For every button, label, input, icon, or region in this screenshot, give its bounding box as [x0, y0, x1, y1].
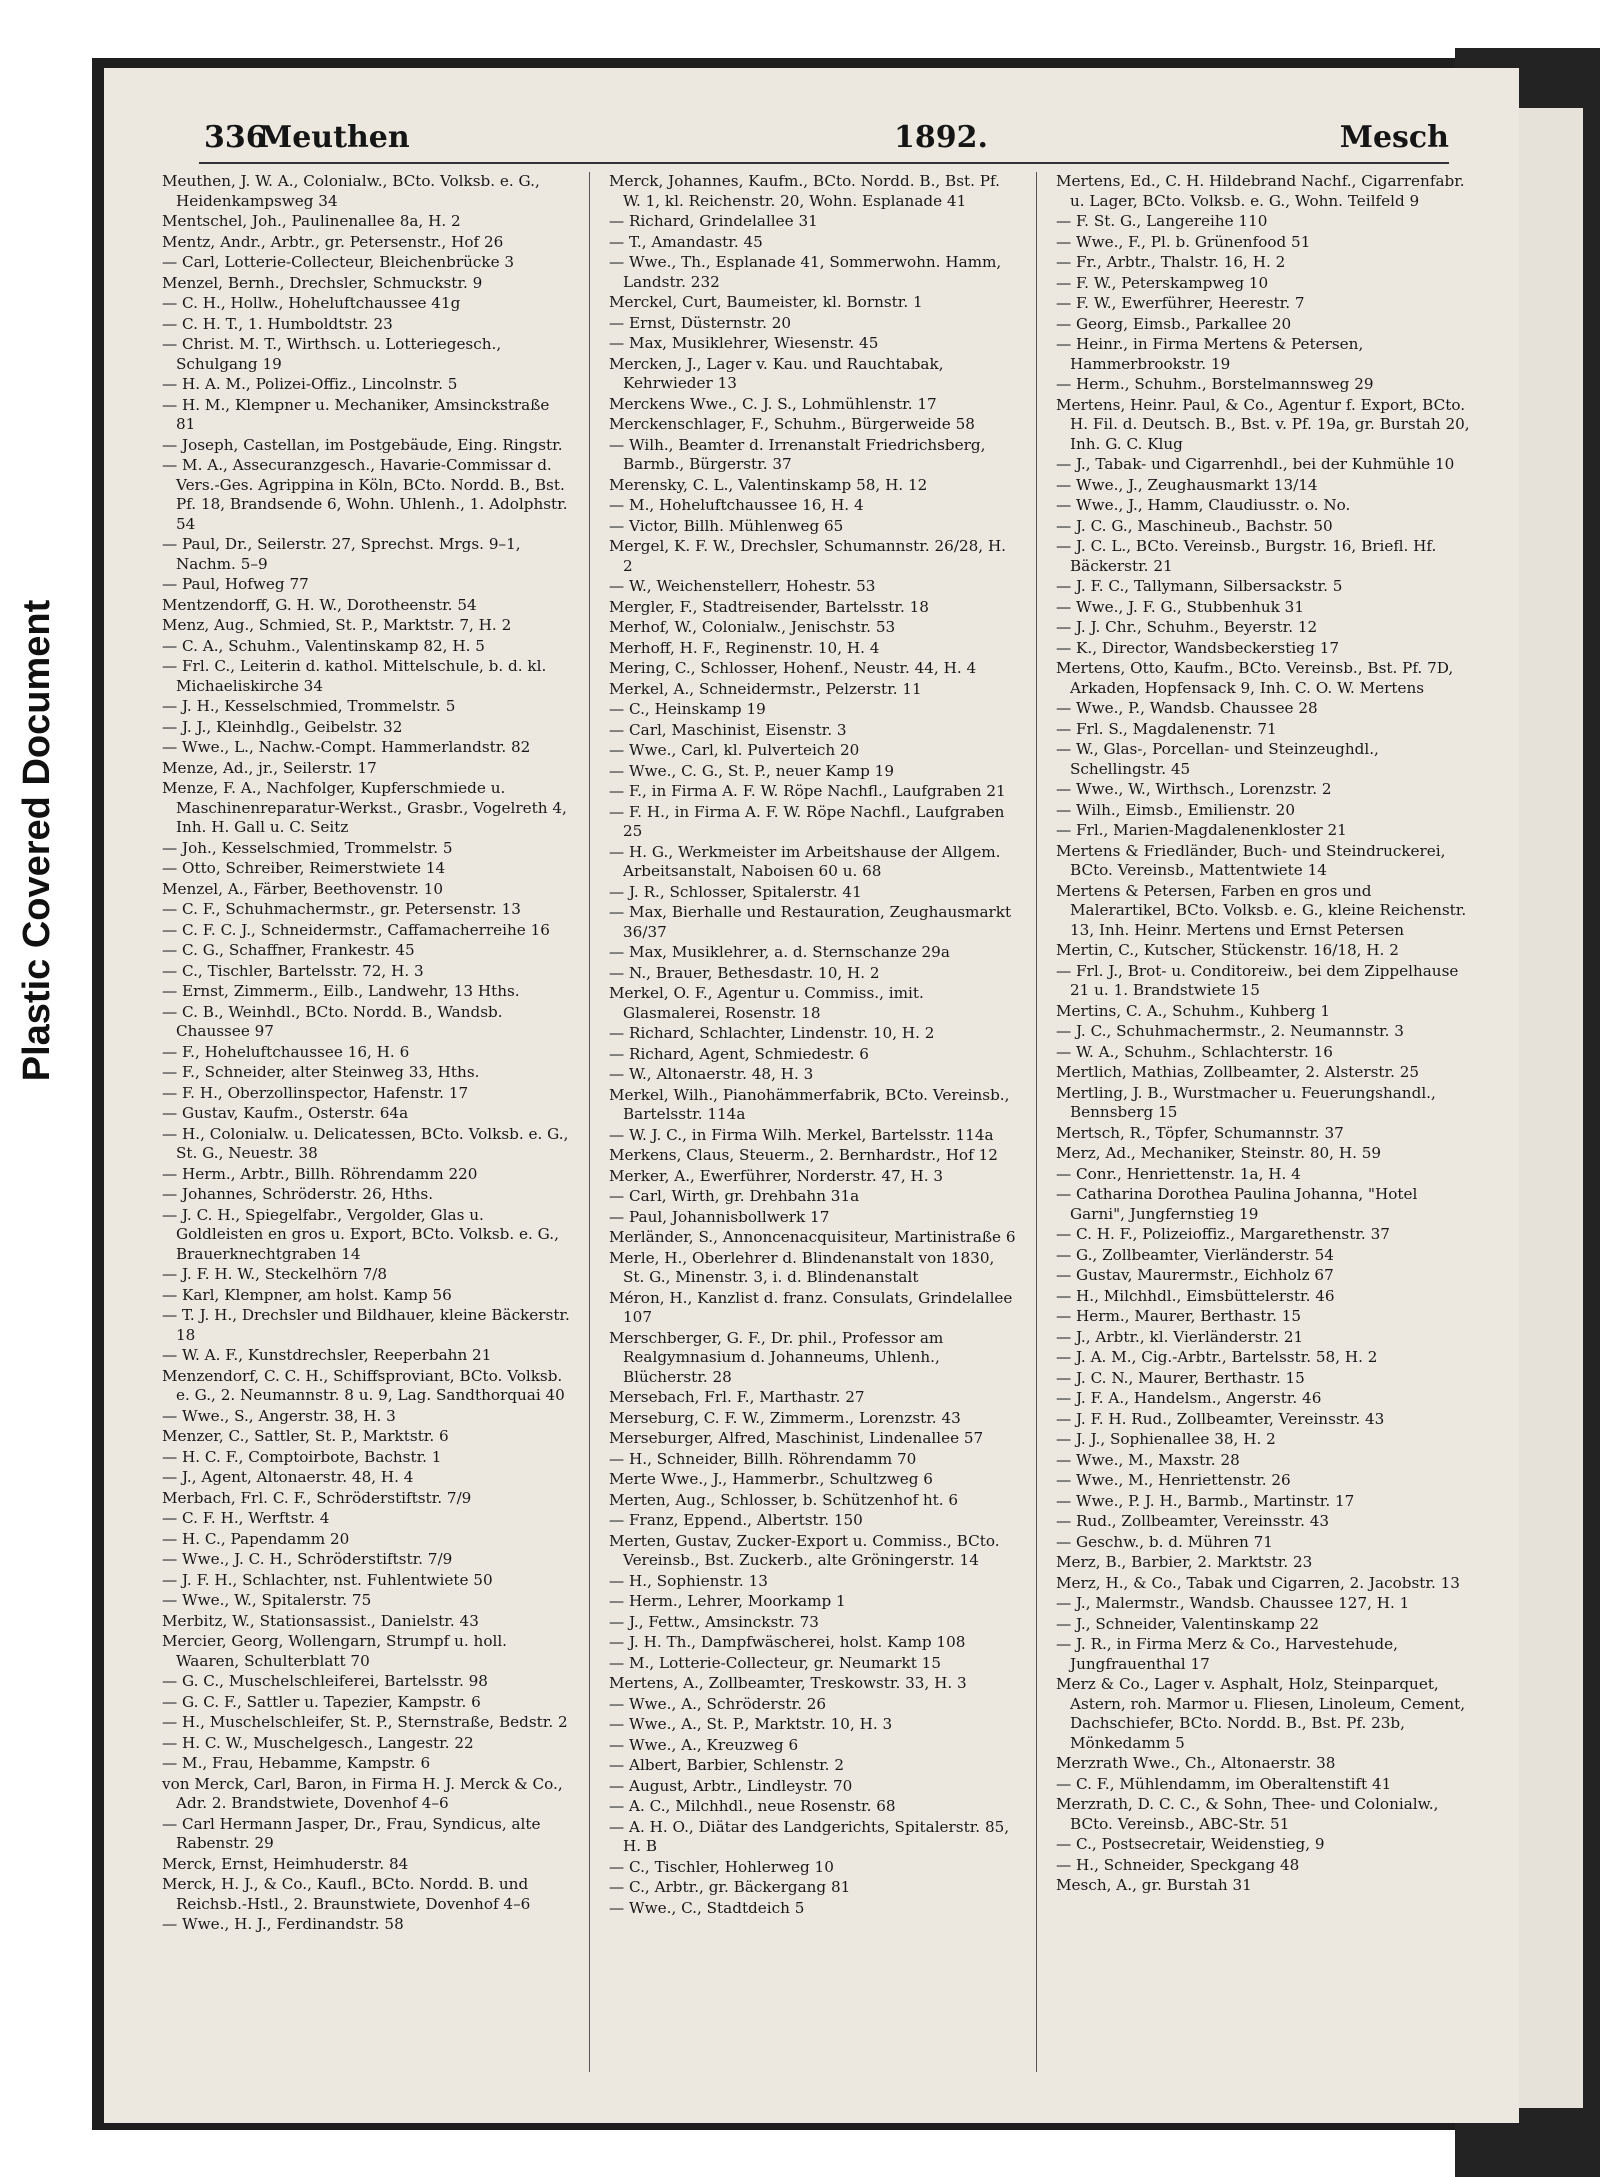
directory-entry: — Wilh., Beamter d. Irrenanstalt Friedrichsberg, Barmb., Bürgerstr. 37 [609, 435, 986, 473]
directory-entry: — August, Arbtr., Lindleystr. 70 [609, 1776, 853, 1795]
directory-entry: — A. C., Milchhdl., neue Rosenstr. 68 [609, 1797, 896, 1815]
directory-entry: — H., Colonialw. u. Delicatessen, BCto. Volksb. e. G., St. G., Neuestr. 38 [162, 1124, 569, 1162]
directory-entry: von Merck, Carl, Baron, in Firma H. J. Merck & Co., Adr. 2. Brandstwiete, Dovenhof 4–6 [162, 1774, 563, 1812]
directory-entry: — A. H. O., Diätar des Landgerichts, Spitalerstr. 85, H. B [609, 1817, 1010, 1855]
directory-entry: Merkens, Claus, Steuerm., 2. Bernhardstr., Hof 12 [609, 1146, 998, 1164]
directory-column-2 [609, 172, 1019, 2072]
directory-entry: Mercken, J., Lager v. Kau. und Rauchtabak, Kehrwieder 13 [609, 354, 944, 392]
directory-entry: — Joh., Kesselschmied, Trommelstr. 5 [162, 838, 453, 857]
directory-entry: Merte Wwe., J., Hammerbr., Schultzweg 6 [609, 1470, 933, 1488]
directory-entry: — M., Frau, Hebamme, Kampstr. 6 [162, 1754, 431, 1772]
directory-entry: — Karl, Klempner, am holst. Kamp 56 [162, 1285, 452, 1304]
directory-entry: Merhoff, H. F., Reginenstr. 10, H. 4 [609, 638, 880, 657]
directory-entry: — J. H. Th., Dampfwäscherei, holst. Kamp 108 [609, 1633, 966, 1651]
directory-entry: — H., Muschelschleifer, St. P., Sternstraße, Bedstr. 2 [162, 1713, 568, 1731]
directory-entry: — C., Tischler, Bartelsstr. 72, H. 3 [162, 961, 424, 980]
directory-entry: — Ernst, Düsternstr. 20 [609, 313, 792, 332]
directory-entry: — W., Glas-, Porcellan- und Steinzeughdl., Schellingstr. 45 [1056, 740, 1379, 778]
directory-entry: Mesch, A., gr. Burstah 31 [1056, 1876, 1252, 1894]
directory-entry: — Wwe., Carl, kl. Pulverteich 20 [609, 741, 860, 759]
directory-entry: — J. R., in Firma Merz & Co., Harvestehude, Jungfrauenthal 17 [1056, 1635, 1398, 1673]
directory-entry: Mertens & Friedländer, Buch- und Steindruckerei, BCto. Vereinsb., Mattentwiete 14 [1056, 841, 1446, 879]
directory-entry: — G. C., Muschelschleiferei, Bartelsstr. 98 [162, 1672, 488, 1690]
directory-entry: — Rud., Zollbeamter, Vereinsstr. 43 [1056, 1512, 1330, 1530]
directory-entry: — J. H., Kesselschmied, Trommelstr. 5 [162, 697, 456, 715]
directory-entry: — Gustav, Maurermstr., Eichholz 67 [1056, 1266, 1334, 1284]
directory-entry: Merschberger, G. F., Dr. phil., Professor am Realgymnasium d. Johanneums, Uhlenh., Blücherstr. 28 [609, 1328, 944, 1386]
directory-entry: Mersebach, Frl. F., Marthastr. 27 [609, 1388, 865, 1406]
directory-entry: — F., Hoheluftchaussee 16, H. 6 [162, 1042, 410, 1061]
directory-entry: — M., Hoheluftchaussee 16, H. 4 [609, 496, 864, 514]
directory-entry: Merseburger, Alfred, Maschinist, Lindenallee 57 [609, 1429, 984, 1447]
directory-entry: — F. W., Ewerführer, Heerestr. 7 [1056, 294, 1305, 312]
directory-entry: Mering, C., Schlosser, Hohenf., Neustr. 44, H. 4 [609, 659, 977, 677]
directory-entry: — Wwe., A., St. P., Marktstr. 10, H. 3 [609, 1715, 893, 1733]
column-divider [589, 172, 590, 2072]
right-running-head: Mesch [1339, 120, 1449, 155]
directory-entry: — Richard, Schlachter, Lindenstr. 10, H. 2 [609, 1024, 935, 1042]
directory-entry: Mentzendorff, G. H. W., Dorotheenstr. 54 [162, 595, 477, 614]
directory-entry: Merbach, Frl. C. F., Schröderstiftstr. 7/9 [162, 1488, 472, 1507]
directory-entry: — J. C. N., Maurer, Berthastr. 15 [1056, 1368, 1305, 1387]
directory-entry: — J. C., Schuhmachermstr., 2. Neumannstr. 3 [1056, 1022, 1404, 1040]
directory-entry: — C., Tischler, Hohlerweg 10 [609, 1857, 834, 1876]
directory-entry: — Georg, Eimsb., Parkallee 20 [1056, 314, 1292, 333]
directory-entry: — W. A. F., Kunstdrechsler, Reeperbahn 21 [162, 1346, 492, 1364]
directory-entry: Mergel, K. F. W., Drechsler, Schumannstr. 26/28, H. 2 [609, 537, 1007, 575]
directory-entry: — J., Malermstr., Wandsb. Chaussee 127, H. 1 [1056, 1594, 1410, 1612]
overlay-label: Plastic Covered Document [16, 599, 59, 1081]
directory-entry: — Wwe., J., Zeughausmarkt 13/14 [1056, 475, 1318, 494]
directory-entry: Merten, Gustav, Zucker-Export u. Commiss., BCto. Vereinsb., Bst. Zuckerb., alte Gröningerstr. 14 [609, 1531, 1000, 1569]
directory-entry: — Wwe., C., Stadtdeich 5 [609, 1898, 805, 1917]
directory-entry: — Wwe., J. C. H., Schröderstiftstr. 7/9 [162, 1550, 453, 1568]
directory-entry: — C., Postsecretair, Weidenstieg, 9 [1056, 1835, 1325, 1853]
directory-entry: Merz, Ad., Mechaniker, Steinstr. 80, H. 59 [1056, 1144, 1382, 1162]
directory-entry: — Max, Bierhalle und Restauration, Zeughausmarkt 36/37 [609, 903, 1012, 941]
directory-entry: — K., Director, Wandsbeckerstieg 17 [1056, 638, 1340, 657]
directory-entry: Meuthen, J. W. A., Colonialw., BCto. Volksb. e. G., Heidenkampsweg 34 [162, 172, 540, 210]
directory-entry: — J., Fettw., Amsinckstr. 73 [609, 1612, 819, 1631]
directory-entry: — Max, Musiklehrer, a. d. Sternschanze 29a [609, 943, 950, 961]
directory-entry: Mentz, Andr., Arbtr., gr. Petersenstr., Hof 26 [162, 232, 504, 251]
directory-entry: Merzrath Wwe., Ch., Altonaerstr. 38 [1056, 1754, 1336, 1772]
directory-entry: — F., Schneider, alter Steinweg 33, Hths. [162, 1063, 480, 1081]
directory-entry: — J. F. H. W., Steckelhörn 7/8 [162, 1265, 388, 1283]
directory-entry: — Herm., Arbtr., Billh. Röhrendamm 220 [162, 1164, 478, 1183]
directory-entry: — J. R., Schlosser, Spitalerstr. 41 [609, 882, 862, 901]
directory-entry: Mertlich, Mathias, Zollbeamter, 2. Alsterstr. 25 [1056, 1063, 1420, 1081]
directory-entry: — Wwe., L., Nachw.-Compt. Hammerlandstr. 82 [162, 738, 531, 756]
directory-entry: — W. A., Schuhm., Schlachterstr. 16 [1056, 1042, 1333, 1061]
directory-entry: — Franz, Eppend., Albertstr. 150 [609, 1511, 863, 1529]
directory-entry: — N., Brauer, Bethesdastr. 10, H. 2 [609, 963, 880, 982]
overlay-label-container [8, 560, 68, 1120]
directory-entry: Merländer, S., Annoncenacquisiteur, Martinistraße 6 [609, 1228, 1016, 1246]
directory-entry: — J. J., Kleinhdlg., Geibelstr. 32 [162, 717, 403, 736]
directory-entry: Menzer, C., Sattler, St. P., Marktstr. 6 [162, 1427, 449, 1445]
directory-entry: Merck, Ernst, Heimhuderstr. 84 [162, 1854, 409, 1873]
directory-column-3 [1056, 172, 1476, 2072]
directory-entry: — Wwe., F., Pl. b. Grünenfood 51 [1056, 232, 1311, 251]
directory-entry: — H., Schneider, Speckgang 48 [1056, 1855, 1300, 1874]
directory-entry: — Conr., Henriettenstr. 1a, H. 4 [1056, 1164, 1301, 1183]
directory-entry: — Wwe., P. J. H., Barmb., Martinstr. 17 [1056, 1491, 1355, 1510]
directory-entry: Merbitz, W., Stationsassist., Danielstr. 43 [162, 1611, 479, 1630]
directory-entry: Mertsch, R., Töpfer, Schumannstr. 37 [1056, 1123, 1344, 1142]
directory-entry: — Richard, Agent, Schmiedestr. 6 [609, 1044, 869, 1063]
directory-entry: Merensky, C. L., Valentinskamp 58, H. 12 [609, 475, 928, 494]
directory-entry: — H. C., Papendamm 20 [162, 1529, 350, 1548]
directory-entry: — H., Sophienstr. 13 [609, 1571, 768, 1590]
directory-entry: Mergler, F., Stadtreisender, Bartelsstr. 18 [609, 597, 929, 616]
directory-entry: — Wwe., W., Wirthsch., Lorenzstr. 2 [1056, 780, 1332, 798]
directory-entry: — Albert, Barbier, Schlenstr. 2 [609, 1756, 844, 1774]
directory-entry: — C. G., Schaffner, Frankestr. 45 [162, 941, 415, 959]
directory-entry: — Otto, Schreiber, Reimerstwiete 14 [162, 859, 446, 877]
directory-entry: Merkel, A., Schneidermstr., Pelzerstr. 11 [609, 679, 922, 698]
directory-entry: Mertens & Petersen, Farben en gros und Malerartikel, BCto. Volksb. e. G., kleine Reichenstr. 13, Inh. Heinr. Mertens und Ernst Petersen [1056, 881, 1467, 939]
directory-entry: — Herm., Maurer, Berthastr. 15 [1056, 1307, 1302, 1325]
directory-entry: Mercier, Georg, Wollengarn, Strumpf u. holl. Waaren, Schulterblatt 70 [162, 1632, 508, 1670]
directory-entry: Mertens, Otto, Kaufm., BCto. Vereinsb., Bst. Pf. 7D, Arkaden, Hopfensack 9, Inh. C. O. W. Mertens [1056, 659, 1454, 697]
directory-entry: — J. C. H., Spiegelfabr., Vergolder, Glas u. Goldleisten en gros u. Export, BCto. Volksb. e. G., Brauerknechtgraben 14 [162, 1205, 559, 1263]
directory-entry: Merz, H., & Co., Tabak und Cigarren, 2. Jacobstr. 13 [1056, 1573, 1460, 1592]
directory-entry: — M., Lotterie-Collecteur, gr. Neumarkt 15 [609, 1653, 942, 1672]
directory-entry: — Joseph, Castellan, im Postgebäude, Eing. Ringstr. [162, 435, 563, 454]
directory-entry: Mertling, J. B., Wurstmacher u. Feuerungshandl., Bennsberg 15 [1056, 1083, 1436, 1121]
directory-entry: — Johannes, Schröderstr. 26, Hths. [162, 1185, 434, 1203]
directory-entry: Merz & Co., Lager v. Asphalt, Holz, Steinparquet, Astern, roh. Marmor u. Fliesen, Linoleum, Cement, Dachschiefer, BCto. Nordd. B., Bst. Pf. 23b, Mönkedamm 5 [1056, 1675, 1466, 1752]
directory-entry: — Wwe., J. F. G., Stubbenhuk 31 [1056, 597, 1304, 616]
directory-entry: — Wwe., H. J., Ferdinandstr. 58 [162, 1915, 404, 1933]
directory-entry: — G., Zollbeamter, Vierländerstr. 54 [1056, 1245, 1334, 1264]
directory-entry: — Christ. M. T., Wirthsch. u. Lotteriegesch., Schulgang 19 [162, 335, 502, 373]
directory-entry: — J. F. C., Tallymann, Silbersackstr. 5 [1056, 577, 1343, 595]
directory-entry: — Wwe., S., Angerstr. 38, H. 3 [162, 1406, 396, 1425]
directory-entry: — C. F. H., Werftstr. 4 [162, 1509, 330, 1527]
directory-entry: — H., Schneider, Billh. Röhrendamm 70 [609, 1449, 917, 1468]
directory-entry: — Frl., Marien-Magdalenenkloster 21 [1056, 821, 1347, 839]
column-divider [1036, 172, 1037, 2072]
directory-entry: Mertens, A., Zollbeamter, Treskowstr. 33, H. 3 [609, 1674, 967, 1692]
directory-entry: — Wilh., Eimsb., Emilienstr. 20 [1056, 800, 1295, 819]
directory-entry: — Wwe., A., Schröderstr. 26 [609, 1694, 827, 1713]
directory-entry: Mentschel, Joh., Paulinenallee 8a, H. 2 [162, 212, 461, 230]
directory-entry: — Wwe., M., Maxstr. 28 [1056, 1450, 1240, 1469]
directory-entry: — Paul, Dr., Seilerstr. 27, Sprechst. Mrgs. 9–1, Nachm. 5–9 [162, 535, 521, 573]
page-year: 1892. [894, 120, 988, 155]
directory-entry: — J. C. G., Maschineub., Bachstr. 50 [1056, 516, 1333, 535]
directory-entry: — C. H., Hollw., Hoheluftchaussee 41g [162, 294, 461, 312]
directory-entry: Merckenschlager, F., Schuhm., Bürgerweide 58 [609, 415, 975, 433]
page-number: 336 [204, 120, 267, 155]
directory-entry: Mertin, C., Kutscher, Stückenstr. 16/18, H. 2 [1056, 941, 1399, 959]
directory-entry: — Wwe., M., Henriettenstr. 26 [1056, 1471, 1291, 1489]
directory-entry: — Heinr., in Firma Mertens & Petersen, Hammerbrookstr. 19 [1056, 335, 1364, 373]
directory-column-1 [162, 172, 572, 2072]
directory-entry: — H. A. M., Polizei-Offiz., Lincolnstr. 5 [162, 375, 458, 393]
directory-entry: — Frl. S., Magdalenenstr. 71 [1056, 719, 1277, 738]
directory-entry: Méron, H., Kanzlist d. franz. Consulats, Grindelallee 107 [609, 1288, 1013, 1326]
directory-entry: — Herm., Schuhm., Borstelmannsweg 29 [1056, 375, 1374, 393]
directory-entry: — C. F. C. J., Schneidermstr., Caffamacherreihe 16 [162, 920, 550, 939]
directory-entry: — Carl Hermann Jasper, Dr., Frau, Syndicus, alte Rabenstr. 29 [162, 1814, 541, 1852]
directory-entry: — F. H., in Firma A. F. W. Röpe Nachfl., Laufgraben 25 [609, 802, 1005, 840]
directory-entry: Merz, B., Barbier, 2. Marktstr. 23 [1056, 1553, 1313, 1571]
directory-entry: Merle, H., Oberlehrer d. Blindenanstalt von 1830, St. G., Minenstr. 3, i. d. Blindenanstalt [609, 1248, 995, 1286]
directory-entry: Menzel, A., Färber, Beethovenstr. 10 [162, 879, 444, 898]
directory-entry: Menzendorf, C. C. H., Schiffsproviant, BCto. Volksb. e. G., 2. Neumannstr. 8 u. 9, Lag. Sandthorquai 40 [162, 1366, 565, 1404]
directory-entry: — Carl, Wirth, gr. Drehbahn 31a [609, 1187, 860, 1205]
directory-entry: — Frl. J., Brot- u. Conditoreiw., bei dem Zippelhause 21 u. 1. Brandstwiete 15 [1056, 961, 1459, 999]
directory-entry: — J., Agent, Altonaerstr. 48, H. 4 [162, 1468, 414, 1486]
directory-entry: — J., Tabak- und Cigarrenhdl., bei der Kuhmühle 10 [1056, 455, 1455, 473]
document-page [104, 68, 1519, 2123]
page-header [204, 120, 1449, 168]
directory-entry: — Wwe., Th., Esplanade 41, Sommerwohn. Hamm, Landstr. 232 [609, 253, 1002, 291]
directory-entry: Merkel, Wilh., Pianohämmerfabrik, BCto. Vereinsb., Bartelsstr. 114a [609, 1085, 1010, 1123]
directory-entry: — F., in Firma A. F. W. Röpe Nachfl., Laufgraben 21 [609, 782, 1006, 800]
directory-entry: Mertins, C. A., Schuhm., Kuhberg 1 [1056, 1001, 1331, 1020]
directory-entry: — C. F., Mühlendamm, im Oberaltenstift 41 [1056, 1774, 1392, 1793]
directory-entry: — Richard, Grindelallee 31 [609, 212, 818, 230]
directory-entry: — Wwe., P., Wandsb. Chaussee 28 [1056, 699, 1318, 717]
directory-entry: — J., Arbtr., kl. Vierländerstr. 21 [1056, 1327, 1304, 1346]
directory-entry: Menze, F. A., Nachfolger, Kupferschmiede u. Maschinenreparatur-Werkst., Grasbr., Vogelreth 4, Inh. H. Gall u. C. Seitz [162, 779, 567, 836]
directory-entry: Merck, H. J., & Co., Kaufl., BCto. Nordd. B. und Reichsb.-Hstl., 2. Braunstwiete, Dovenhof 4–6 [162, 1875, 531, 1913]
directory-entry: — G. C. F., Sattler u. Tapezier, Kampstr. 6 [162, 1692, 481, 1711]
directory-entry: — Carl, Maschinist, Eisenstr. 3 [609, 720, 847, 739]
directory-entry: — J. C. L., BCto. Vereinsb., Burgstr. 16, Briefl. Hf. Bäckerstr. 21 [1056, 537, 1437, 575]
directory-entry: Merzrath, D. C. C., & Sohn, Thee- und Colonialw., BCto. Vereinsb., ABC-Str. 51 [1056, 1795, 1439, 1833]
directory-entry: — Carl, Lotterie-Collecteur, Bleichenbrücke 3 [162, 253, 515, 271]
directory-entry: Mertens, Heinr. Paul, & Co., Agentur f. Export, BCto. H. Fil. d. Deutsch. B., Bst. v. Pf. 19a, gr. Burstah 20, Inh. G. C. Klug [1056, 395, 1470, 453]
directory-entry: — Paul, Hofweg 77 [162, 575, 309, 593]
directory-entry: — J. F. A., Handelsm., Angerstr. 46 [1056, 1389, 1322, 1407]
directory-entry: — Paul, Johannisbollwerk 17 [609, 1207, 830, 1226]
directory-entry: — Ernst, Zimmerm., Eilb., Landwehr, 13 Hths. [162, 982, 520, 1000]
directory-entry: — M. A., Assecuranzgesch., Havarie-Commissar d. Vers.-Ges. Agrippina in Köln, BCto. Nordd. B., Bst. Pf. 18, Brandsende 6, Wohn. Uhlenh., 1. Adolphstr. 54 [162, 456, 568, 533]
directory-entry: — Max, Musiklehrer, Wiesenstr. 45 [609, 334, 879, 352]
directory-entry: — J. F. H. Rud., Zollbeamter, Vereinsstr. 43 [1056, 1409, 1385, 1428]
directory-entry: — F. W., Peterskampweg 10 [1056, 273, 1269, 292]
left-running-head: Meuthen [259, 120, 410, 155]
directory-entry: — Wwe., J., Hamm, Claudiusstr. o. No. [1056, 496, 1351, 514]
directory-entry: — J. F. H., Schlachter, nst. Fuhlentwiete 50 [162, 1570, 493, 1589]
directory-entry: — W. J. C., in Firma Wilh. Merkel, Bartelsstr. 114a [609, 1125, 994, 1144]
directory-entry: — Wwe., C. G., St. P., neuer Kamp 19 [609, 761, 894, 780]
directory-entry: Merck, Johannes, Kaufm., BCto. Nordd. B., Bst. Pf. W. 1, kl. Reichenstr. 20, Wohn. Esplanade 41 [609, 172, 1000, 210]
directory-entry: — Frl. C., Leiterin d. kathol. Mittelschule, b. d. kl. Michaeliskirche 34 [162, 657, 547, 695]
directory-entry: Menzel, Bernh., Drechsler, Schmuckstr. 9 [162, 273, 483, 292]
directory-entry: — C., Arbtr., gr. Bäckergang 81 [609, 1878, 851, 1896]
directory-entry: — C. F., Schuhmachermstr., gr. Petersenstr. 13 [162, 900, 521, 918]
directory-entry: Merten, Aug., Schlosser, b. Schützenhof ht. 6 [609, 1490, 959, 1509]
directory-entry: Merkel, O. F., Agentur u. Commiss., imit. Glasmalerei, Rosenstr. 18 [609, 984, 924, 1022]
directory-entry: — H., Milchhdl., Eimsbüttelerstr. 46 [1056, 1286, 1335, 1305]
directory-entry: — Wwe., W., Spitalerstr. 75 [162, 1591, 372, 1609]
directory-entry: — J. J. Chr., Schuhm., Beyerstr. 12 [1056, 618, 1318, 636]
directory-entry: — Wwe., A., Kreuzweg 6 [609, 1735, 799, 1754]
directory-entry: — Herm., Lehrer, Moorkamp 1 [609, 1592, 846, 1610]
directory-entry: — W., Altonaerstr. 48, H. 3 [609, 1065, 814, 1083]
directory-entry: — F. St. G., Langereihe 110 [1056, 212, 1268, 230]
directory-entry: — H. C. F., Comptoirbote, Bachstr. 1 [162, 1447, 442, 1466]
directory-entry: — J. J., Sophienallee 38, H. 2 [1056, 1430, 1276, 1448]
directory-entry: — C. B., Weinhdl., BCto. Nordd. B., Wandsb. Chaussee 97 [162, 1002, 503, 1040]
directory-entry: — C. A., Schuhm., Valentinskamp 82, H. 5 [162, 636, 485, 655]
directory-entry: Menze, Ad., jr., Seilerstr. 17 [162, 758, 377, 777]
directory-entry: — H. C. W., Muschelgesch., Langestr. 22 [162, 1733, 474, 1752]
directory-entry: — C., Heinskamp 19 [609, 700, 766, 718]
directory-entry: — F. H., Oberzollinspector, Hafenstr. 17 [162, 1083, 469, 1102]
directory-entry: Merckel, Curt, Baumeister, kl. Bornstr. 1 [609, 293, 923, 311]
directory-entry: — Geschw., b. d. Mühren 71 [1056, 1532, 1273, 1551]
directory-entry: — H. M., Klempner u. Mechaniker, Amsinckstraße 81 [162, 395, 550, 433]
directory-entry: — C. H. F., Polizeioffiz., Margarethenstr. 37 [1056, 1225, 1390, 1243]
directory-entry: Merckens Wwe., C. J. S., Lohmühlenstr. 17 [609, 394, 937, 413]
directory-entry: — C. H. T., 1. Humboldtstr. 23 [162, 314, 393, 333]
directory-entry: — Catharina Dorothea Paulina Johanna, "Hotel Garni", Jungfernstieg 19 [1056, 1185, 1418, 1223]
directory-entry: — Fr., Arbtr., Thalstr. 16, H. 2 [1056, 253, 1286, 271]
directory-entry: Merhof, W., Colonialw., Jenischstr. 53 [609, 618, 896, 636]
directory-entry: — H. G., Werkmeister im Arbeitshause der Allgem. Arbeitsanstalt, Naboisen 60 u. 68 [609, 842, 1001, 880]
directory-entry: — J., Schneider, Valentinskamp 22 [1056, 1614, 1320, 1633]
directory-entry: — T. J. H., Drechsler und Bildhauer, kleine Bäckerstr. 18 [162, 1306, 570, 1344]
directory-entry: — W., Weichenstellerr, Hohestr. 53 [609, 577, 876, 595]
directory-entry: Menz, Aug., Schmied, St. P., Marktstr. 7, H. 2 [162, 616, 512, 634]
directory-entry: Merseburg, C. F. W., Zimmerm., Lorenzstr. 43 [609, 1408, 961, 1427]
directory-entry: — Gustav, Kaufm., Osterstr. 64a [162, 1104, 409, 1122]
directory-entry: Merker, A., Ewerführer, Norderstr. 47, H. 3 [609, 1166, 944, 1185]
directory-entry: Mertens, Ed., C. H. Hildebrand Nachf., Cigarrenfabr. u. Lager, BCto. Volksb. e. G., Wohn. Teilfeld 9 [1056, 172, 1465, 210]
directory-entry: — Victor, Billh. Mühlenweg 65 [609, 516, 844, 535]
header-rule [199, 162, 1449, 164]
directory-entry: — T., Amandastr. 45 [609, 232, 763, 251]
directory-entry: — J. A. M., Cig.-Arbtr., Bartelsstr. 58, H. 2 [1056, 1348, 1378, 1366]
